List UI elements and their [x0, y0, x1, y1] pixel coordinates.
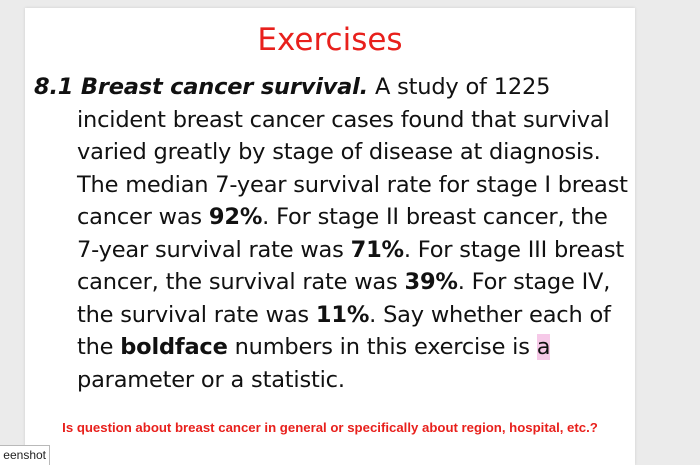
exercise-text-part-5: . Say whether each of the: [77, 301, 611, 360]
exercise-text-part-3: . For stage III breast cancer, the survival rate was: [77, 236, 624, 295]
stat-value-stage-4: 11%: [315, 301, 370, 328]
highlighted-word: a: [536, 334, 551, 360]
instructor-note: Is question about breast cancer in general or specifically about region, hospital, etc.?: [62, 420, 598, 435]
exercise-text-part-2: . For stage II breast cancer, the 7-year survival rate was: [77, 204, 608, 263]
boldface-word: boldface: [120, 334, 228, 360]
exercise-text-part-4: . For stage IV, the survival rate was: [77, 269, 611, 328]
exercise-text: [34, 71, 634, 396]
stat-value-stage-3: 39%: [404, 269, 458, 295]
exercise-text-part-6: numbers in this exercise is: [227, 334, 537, 360]
slide: [25, 8, 635, 465]
exercise-number-title: 8.1 Breast cancer survival.: [34, 74, 369, 100]
exercise-text-part-7: parameter or a statistic.: [77, 366, 345, 393]
exercise-text-part-1: A study of 1225 incident breast cancer cases found that survival varied greatly by stage of disease at diagnosis. The median 7-year survival rate for stage I breast cancer was: [77, 74, 628, 230]
screenshot-tab[interactable]: eenshot: [0, 445, 50, 465]
slide-title: Exercises: [257, 22, 403, 58]
stat-value-stage-1: 92%: [208, 204, 263, 230]
stat-value-stage-2: 71%: [350, 236, 404, 263]
